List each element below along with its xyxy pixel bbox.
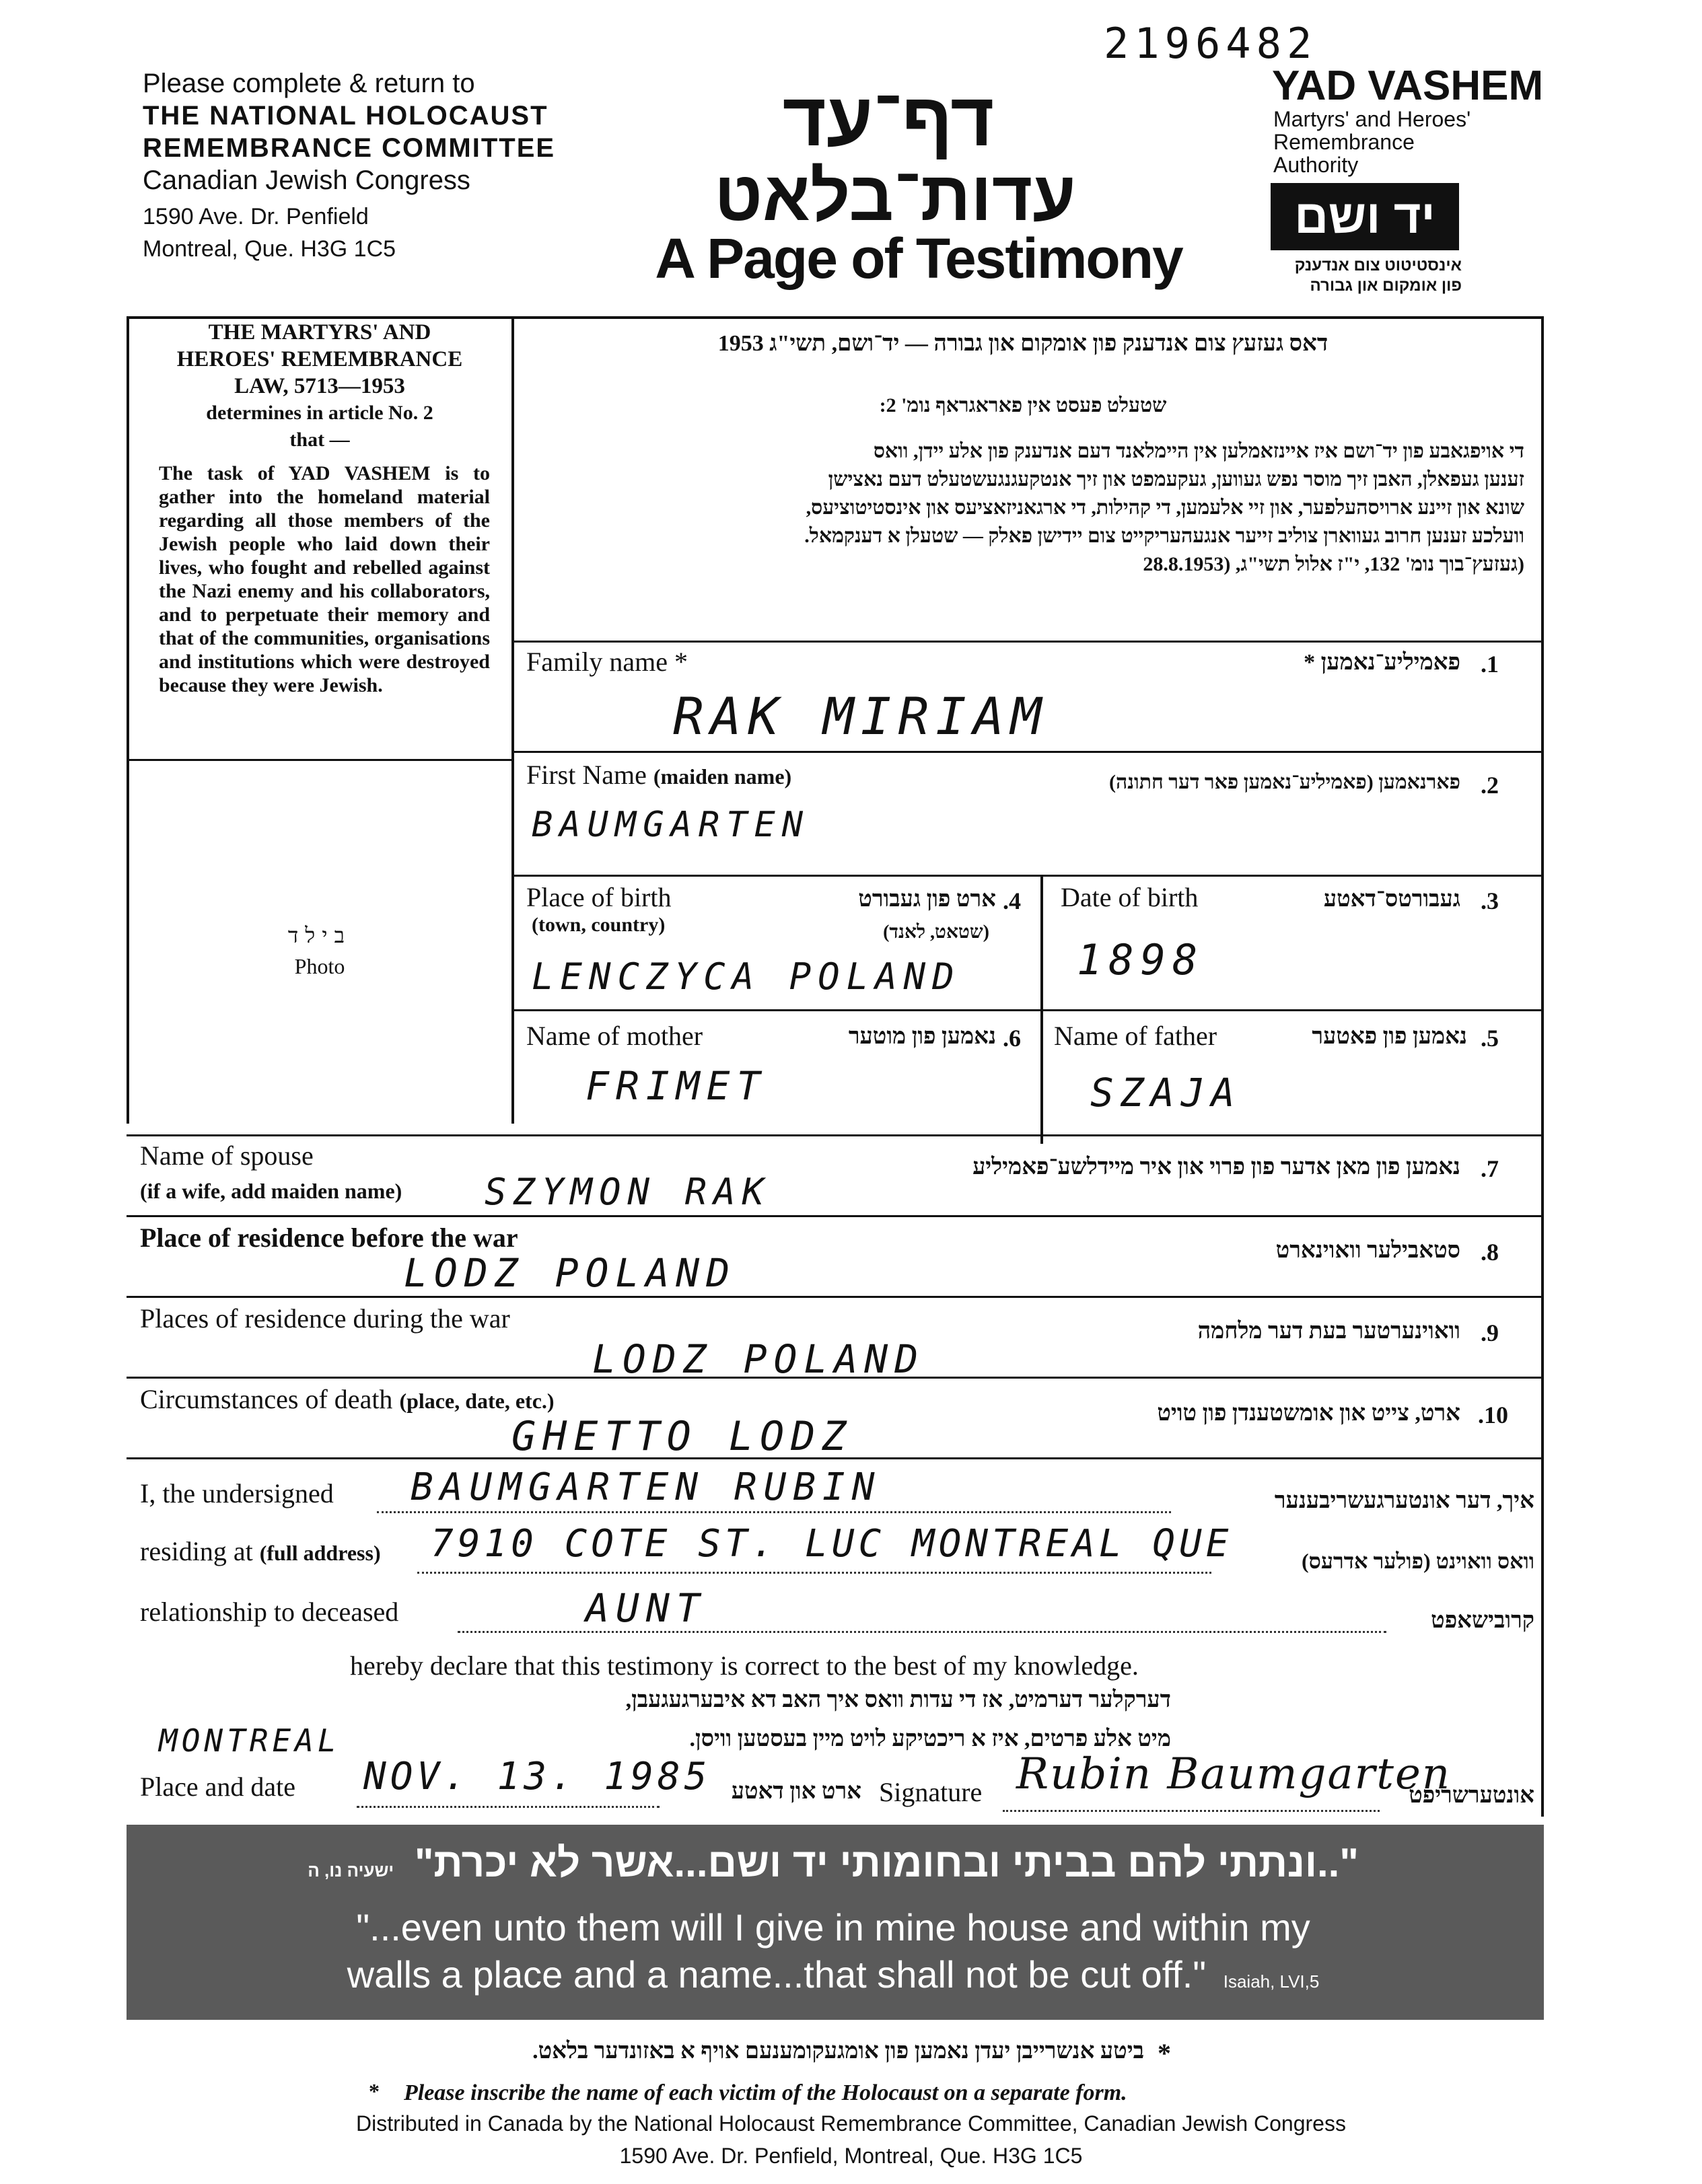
row-divider-1 <box>511 641 1544 643</box>
footer-note: Please inscribe the name of each victim of the Holocaust on a separate form. <box>404 2080 1127 2105</box>
yv-sub-3: Authority <box>1273 153 1359 177</box>
undersigned-label: I, the undersigned <box>140 1478 334 1508</box>
footer-asterisk: * <box>369 2079 380 2103</box>
father-name-label: Name of father <box>1054 1021 1217 1051</box>
residence-before-value[interactable]: LODZ POLAND <box>404 1250 737 1296</box>
banner-english-line-2 <box>153 1953 1513 1996</box>
family-name-label: Family name * <box>526 647 688 677</box>
quote-banner <box>127 1825 1544 2020</box>
yv-yiddish-2: פון אומקום און גבורה <box>1310 277 1462 295</box>
relationship-value[interactable]: AUNT <box>586 1585 707 1631</box>
banner-english-text: walls a place and a name...that shall not be cut off." <box>347 1953 1207 1996</box>
photo-label: Photo <box>294 954 345 978</box>
place-date-hebrew: ארט און דאטע <box>731 1779 861 1804</box>
place-of-birth-hebrew: ארט פון געבורט <box>858 887 996 912</box>
yad-vashem-name: YAD VASHEM <box>1272 63 1544 109</box>
footer-distribution-2: 1590 Ave. Dr. Penfield, Montreal, Que. H3G 1C5 <box>619 2144 1083 2168</box>
residence-during-hebrew: וואוינערטער בעת דער מלחמה <box>1197 1319 1460 1344</box>
law-box-bottom-line <box>127 759 511 761</box>
circumstances-label <box>140 1383 555 1415</box>
law-box-heading <box>135 319 505 453</box>
signature-hebrew: אונטערשריפט <box>1409 1783 1534 1808</box>
row-divider-6 <box>127 1215 1544 1217</box>
residing-value[interactable]: 7910 COTE ST. LUC MONTREAL QUE <box>431 1522 1233 1566</box>
place-of-birth-label: Place of birth <box>526 882 672 912</box>
banner-english-ref: Isaiah, LVI,5 <box>1223 1971 1320 1992</box>
date-of-birth-label: Date of birth <box>1061 882 1199 912</box>
frame-right-line <box>1541 316 1544 1817</box>
residence-during-number: .9 <box>1481 1319 1499 1346</box>
declaration-hebrew-2: מיט אלע פרטים, איז א ריכטיקע לויט מיין בעסטען וויסן. <box>689 1726 1171 1751</box>
mother-name-number: .6 <box>1003 1025 1021 1052</box>
place-of-birth-value[interactable]: LENCZYCA POLAND <box>532 955 961 998</box>
family-name-number: .1 <box>1481 651 1499 678</box>
return-line-2: THE NATIONAL HOLOCAUST <box>143 101 548 131</box>
yiddish-law-line-2: שטעלט פעסט אין פאראגראף נומ' 2: <box>879 394 1167 416</box>
residence-during-value[interactable]: LODZ POLAND <box>592 1336 925 1382</box>
return-address <box>143 67 555 265</box>
residence-before-hebrew: סטאבילער וואוינארט <box>1275 1238 1460 1263</box>
title-hebrew-1: דף־עד <box>782 77 995 161</box>
date-of-birth-hebrew: געבורטס־דאטע <box>1323 887 1460 912</box>
law-heading-1: THE MARTYRS' AND <box>208 320 431 344</box>
relationship-dotted-line <box>458 1631 1386 1633</box>
residing-dotted-line <box>417 1572 1211 1574</box>
page-title: A Page of Testimony <box>655 227 1182 290</box>
yiddish-law-line-3: די אויפגאבע פון יד־ושם איז איינזאמלען אין היימלאנד דעם אנדענק פון אלע יידן, וואס <box>873 440 1524 462</box>
first-name-label <box>526 759 791 791</box>
circumstances-value[interactable]: GHETTO LODZ <box>511 1413 853 1460</box>
residence-during-label: Places of residence during the war <box>140 1303 510 1334</box>
date-of-birth-value[interactable]: 1898 <box>1077 935 1205 984</box>
law-heading-3: LAW, 5713—1953 <box>234 374 405 398</box>
residing-label <box>140 1535 381 1567</box>
mother-name-value[interactable]: FRIMET <box>586 1063 767 1109</box>
yiddish-law-line-1: דאס געזעץ צום אנדענק פון אומקום און גבורה — יד־ושם, תשי"ג 1953 <box>717 331 1328 356</box>
spouse-hebrew: נאמען פון מאן אדער פון פרוי און איר מיידלשע־פאמיליע <box>972 1155 1460 1179</box>
first-name-value[interactable]: BAUMGARTEN <box>532 805 810 845</box>
banner-hebrew-quote <box>153 1840 1513 1886</box>
yad-vashem-subtitle <box>1273 108 1470 176</box>
law-heading-4: determines in article No. 2 <box>206 402 433 424</box>
yiddish-law-line-6: וועלכע זענען חרוב געווארן צוליב זייער אנגעהעריקייט צום יידישן פאלק — שטעלן א דענקמאל. <box>804 525 1524 547</box>
undersigned-hebrew: איך, דער אונטערגעשריבענער <box>1274 1488 1534 1513</box>
residence-before-number: .8 <box>1481 1239 1499 1266</box>
row-divider-7 <box>127 1296 1544 1298</box>
yiddish-law-line-5: שונא און זיינע ארויסהעלפער, און זיי אלעמען, די קהילות, די ארגאניזאציעס און אינסטיטוציעס, <box>806 497 1524 519</box>
spouse-sublabel: (if a wife, add maiden name) <box>140 1179 402 1203</box>
place-date-label: Place and date <box>140 1772 295 1802</box>
photo-hebrew-label: בילד <box>287 923 352 947</box>
signature-dotted-line <box>1003 1810 1380 1812</box>
first-name-label-text: First Name <box>526 760 647 790</box>
banner-hebrew-text: "..ונתתי להם בביתי ובחומותי יד ושם...אשר לא יכרת" <box>414 1840 1359 1885</box>
return-line-1: Please complete & return to <box>143 69 475 98</box>
yad-vashem-logo: יד ושם <box>1271 183 1459 250</box>
yv-sub-1: Martyrs' and Heroes' <box>1273 107 1471 131</box>
footer-yiddish-note: ביטע אנשרייבן יעדן נאמען פון אומגעקומענעם אויף א באזונדער בלאט. <box>532 2039 1144 2064</box>
circumstances-label-text: Circumstances of death <box>140 1384 393 1414</box>
spouse-number: .7 <box>1481 1155 1499 1182</box>
return-line-5: 1590 Ave. Dr. Penfield <box>143 204 369 229</box>
return-line-6: Montreal, Que. H3G 1C5 <box>143 236 396 262</box>
circumstances-sublabel: (place, date, etc.) <box>399 1389 555 1413</box>
circumstances-number: .10 <box>1478 1402 1508 1428</box>
relationship-label: relationship to deceased <box>140 1597 399 1627</box>
declaration-hebrew-1: דערקלער דערמיט, אז די עדות וואס איך האב דא איבערגעגעבן, <box>625 1687 1171 1712</box>
undersigned-value[interactable]: BAUMGARTEN RUBIN <box>411 1465 882 1509</box>
father-name-value[interactable]: SZAJA <box>1090 1070 1242 1116</box>
place-of-birth-sublabel: (town, country) <box>532 914 666 936</box>
return-line-4: Canadian Jewish Congress <box>143 166 470 195</box>
spouse-label: Name of spouse <box>140 1140 314 1171</box>
return-line-3: REMEMBRANCE COMMITTEE <box>143 133 556 163</box>
mother-name-hebrew: נאמען פון מוטער <box>848 1024 996 1049</box>
place-note-value[interactable]: MONTREAL <box>159 1722 341 1759</box>
family-name-value[interactable]: RAK MIRIAM <box>673 686 1049 746</box>
document-number: 2196482 <box>1104 19 1318 68</box>
residence-before-label: Place of residence before the war <box>140 1223 518 1253</box>
law-heading-5: that — <box>289 429 350 451</box>
place-date-dotted-line <box>357 1806 660 1808</box>
banner-hebrew-ref: ישעיה נו, ה <box>308 1860 394 1881</box>
date-of-birth-number: .3 <box>1481 887 1499 914</box>
mother-name-label: Name of mother <box>526 1021 703 1051</box>
undersigned-dotted-line <box>377 1511 1171 1513</box>
signature-value[interactable]: Rubin Baumgarten <box>1016 1749 1452 1799</box>
row-divider-5 <box>127 1134 1544 1136</box>
row-divider-2 <box>511 751 1544 753</box>
frame-divider-line <box>511 316 514 1124</box>
column-divider <box>1040 875 1043 1144</box>
law-heading-2: HEROES' REMEMBRANCE <box>176 347 463 371</box>
yv-yiddish-1: אינסטיטוט צום אנדענק <box>1294 256 1462 275</box>
residing-sublabel: (full address) <box>259 1541 381 1565</box>
title-hebrew-2: עדות־בלאט <box>714 157 1076 235</box>
first-name-hebrew: פארנאמען (פאמיליע־נאמען פאר דער חתונה) <box>1109 771 1460 793</box>
place-of-birth-hebrew-sub: (שטאט, לאנד) <box>883 922 989 943</box>
law-box-body: The task of YAD VASHEM is to gather into the homeland material regarding all those members of the Jewish people who laid down their lives, who fought and rebelled against the Nazi enemy and his collaborators, and to perpetuate their memory and that of the communities, organisations and institutions which were destroyed because they were Jewish. <box>159 462 490 696</box>
family-name-hebrew: פאמיליע־נאמען * <box>1304 650 1460 675</box>
banner-english-line-1: "...even unto them will I give in mine house and within my <box>356 1906 1310 1949</box>
circumstances-hebrew: ארט, צייט און אומשטענדן פון טויט <box>1157 1401 1460 1426</box>
father-name-hebrew: נאמען פון פאטער <box>1312 1024 1467 1049</box>
place-of-birth-number: .4 <box>1003 887 1021 914</box>
frame-left-line <box>127 316 129 1124</box>
footer-asterisk-hebrew: * <box>1158 2038 1171 2068</box>
spouse-value[interactable]: SZYMON RAK <box>485 1171 771 1213</box>
relationship-hebrew: קרובישאפט <box>1431 1608 1534 1633</box>
first-name-sublabel: (maiden name) <box>653 764 792 789</box>
place-date-value[interactable]: NOV. 13. 1985 <box>363 1755 711 1798</box>
first-name-number: .2 <box>1481 772 1499 799</box>
father-name-number: .5 <box>1481 1025 1499 1052</box>
yiddish-law-body <box>522 437 1524 579</box>
row-divider-4 <box>511 1009 1544 1011</box>
footer-distribution-1: Distributed in Canada by the National Holocaust Remembrance Committee, Canadian Jewish Congress <box>356 2111 1346 2136</box>
yad-vashem-yiddish <box>1267 256 1462 296</box>
yiddish-law-line-4: זענען געפאלן, האבן זיך מוסר נפש געווען, געקעמפט און זיך אנטקעגנגעשטעלט דעם נאצישן <box>828 468 1524 490</box>
residing-label-text: residing at <box>140 1536 253 1566</box>
signature-label: Signature <box>879 1777 983 1807</box>
yiddish-law-line-7: (געזעץ־בוך נומ' 132, י"ז אלול תשי"ג, (28.8.1953 <box>1143 553 1524 575</box>
row-divider-3 <box>511 875 1544 877</box>
residing-hebrew: וואס וואוינט (פולער אדרעס) <box>1301 1549 1534 1573</box>
yv-sub-2: Remembrance <box>1273 130 1415 154</box>
declaration-text: hereby declare that this testimony is correct to the best of my knowledge. <box>350 1650 1139 1681</box>
